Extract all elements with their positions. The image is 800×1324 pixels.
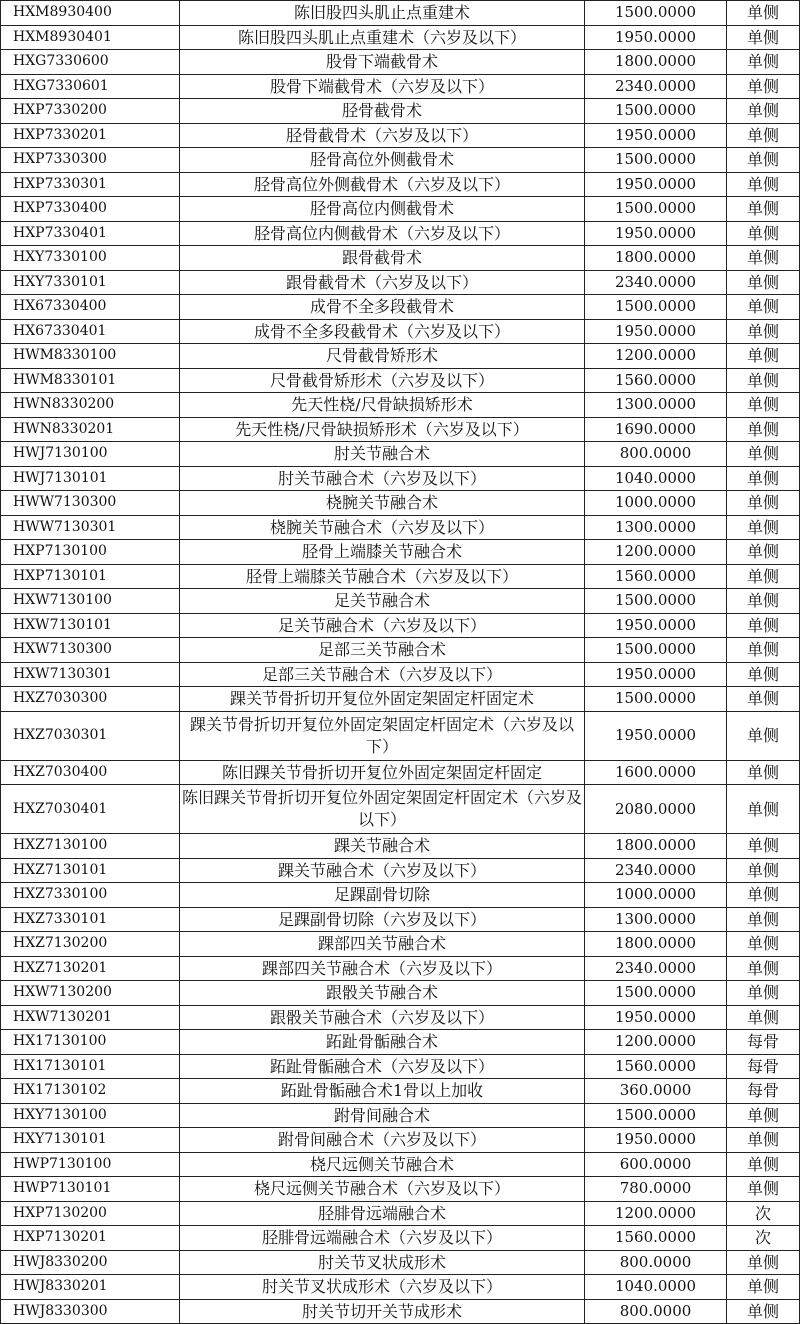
table-row	[1, 1250, 800, 1275]
item-name: 胫骨截骨术（六岁及以下）	[180, 123, 585, 148]
item-code: HXW7130301	[1, 662, 180, 687]
item-unit: 单侧	[727, 907, 800, 932]
item-unit: 单侧	[727, 197, 800, 222]
item-code: HXG7330601	[1, 74, 180, 99]
item-name: 桡尺远侧关节融合术（六岁及以下）	[180, 1177, 585, 1202]
item-price: 1500.0000	[585, 1103, 727, 1128]
item-name: 足部三关节融合术	[180, 638, 585, 663]
table-row	[1, 1177, 800, 1202]
item-unit: 单侧	[727, 1275, 800, 1300]
item-price: 600.0000	[585, 1152, 727, 1177]
item-price: 1200.0000	[585, 540, 727, 565]
item-unit: 单侧	[727, 270, 800, 295]
item-code: HX67330401	[1, 319, 180, 344]
table-row	[1, 197, 800, 222]
item-code: HXW7130300	[1, 638, 180, 663]
table-row	[1, 1226, 800, 1251]
item-name: 跖趾骨骺融合术1骨以上加收	[180, 1079, 585, 1104]
item-name: 胫骨上端膝关节融合术（六岁及以下）	[180, 564, 585, 589]
item-name: 胫骨高位内侧截骨术（六岁及以下）	[180, 221, 585, 246]
table-row	[1, 25, 800, 50]
table-row	[1, 344, 800, 369]
table-row	[1, 1152, 800, 1177]
item-unit: 每骨	[727, 1054, 800, 1079]
table-row	[1, 662, 800, 687]
item-price: 1300.0000	[585, 393, 727, 418]
table-row	[1, 907, 800, 932]
item-price: 1500.0000	[585, 589, 727, 614]
item-code: HX17130100	[1, 1030, 180, 1055]
item-code: HXP7130201	[1, 1226, 180, 1251]
item-name: 踝部四关节融合术（六岁及以下）	[180, 956, 585, 981]
item-code: HWJ8330200	[1, 1250, 180, 1275]
item-unit: 单侧	[727, 148, 800, 173]
item-price: 1200.0000	[585, 344, 727, 369]
item-unit: 单侧	[727, 74, 800, 99]
item-price: 1950.0000	[585, 123, 727, 148]
item-price: 2340.0000	[585, 74, 727, 99]
table-row	[1, 393, 800, 418]
table-row	[1, 1030, 800, 1055]
item-price: 1500.0000	[585, 197, 727, 222]
item-code: HXZ7330101	[1, 907, 180, 932]
table-row	[1, 1079, 800, 1104]
table-row	[1, 50, 800, 75]
item-price: 1950.0000	[585, 1128, 727, 1153]
item-unit: 单侧	[727, 1250, 800, 1275]
item-code: HXP7330401	[1, 221, 180, 246]
item-price: 1950.0000	[585, 319, 727, 344]
item-price: 1690.0000	[585, 417, 727, 442]
item-name: 成骨不全多段截骨术（六岁及以下）	[180, 319, 585, 344]
item-name: 足部三关节融合术（六岁及以下）	[180, 662, 585, 687]
item-code: HXY7130100	[1, 1103, 180, 1128]
table-row	[1, 491, 800, 516]
item-name: 桡尺远侧关节融合术	[180, 1152, 585, 1177]
item-unit: 单侧	[727, 319, 800, 344]
item-unit: 单侧	[727, 1152, 800, 1177]
item-code: HXM8930400	[1, 1, 180, 26]
item-unit: 单侧	[727, 613, 800, 638]
item-unit: 单侧	[727, 172, 800, 197]
item-price: 2340.0000	[585, 270, 727, 295]
item-price: 1560.0000	[585, 1226, 727, 1251]
item-price: 1800.0000	[585, 50, 727, 75]
item-code: HXZ7030301	[1, 711, 180, 760]
table-row	[1, 442, 800, 467]
item-name: 足关节融合术	[180, 589, 585, 614]
item-price: 1950.0000	[585, 172, 727, 197]
item-price: 1000.0000	[585, 491, 727, 516]
item-unit: 每骨	[727, 1030, 800, 1055]
item-code: HWJ8330201	[1, 1275, 180, 1300]
item-unit: 单侧	[727, 417, 800, 442]
item-code: HXZ7030300	[1, 687, 180, 712]
item-unit: 次	[727, 1201, 800, 1226]
item-name: 踝关节融合术（六岁及以下）	[180, 858, 585, 883]
item-unit: 单侧	[727, 589, 800, 614]
item-price: 360.0000	[585, 1079, 727, 1104]
item-name: 跗骨间融合术（六岁及以下）	[180, 1128, 585, 1153]
item-name: 尺骨截骨矫形术	[180, 344, 585, 369]
item-unit: 单侧	[727, 711, 800, 760]
table-row	[1, 1299, 800, 1324]
table-row	[1, 1103, 800, 1128]
item-unit: 单侧	[727, 466, 800, 491]
item-code: HXM8930401	[1, 25, 180, 50]
table-row	[1, 883, 800, 908]
item-name: 尺骨截骨矫形术（六岁及以下）	[180, 368, 585, 393]
table-row	[1, 319, 800, 344]
table-row	[1, 760, 800, 785]
item-unit: 单侧	[727, 932, 800, 957]
table-row	[1, 589, 800, 614]
item-code: HWJ7130100	[1, 442, 180, 467]
item-name: 股骨下端截骨术	[180, 50, 585, 75]
item-unit: 单侧	[727, 515, 800, 540]
item-price: 800.0000	[585, 442, 727, 467]
item-code: HXP7330200	[1, 99, 180, 124]
item-code: HXW7130101	[1, 613, 180, 638]
item-name: 跟骰关节融合术	[180, 981, 585, 1006]
item-unit: 单侧	[727, 638, 800, 663]
item-code: HXZ7130200	[1, 932, 180, 957]
table-row	[1, 295, 800, 320]
item-unit: 单侧	[727, 25, 800, 50]
item-code: HXZ7130100	[1, 834, 180, 859]
table-row	[1, 1128, 800, 1153]
item-unit: 单侧	[727, 540, 800, 565]
item-code: HX67330400	[1, 295, 180, 320]
item-price: 1600.0000	[585, 760, 727, 785]
item-code: HWN8330201	[1, 417, 180, 442]
item-name: 先天性桡/尺骨缺损矫形术	[180, 393, 585, 418]
item-unit: 单侧	[727, 858, 800, 883]
item-name: 跖趾骨骺融合术（六岁及以下）	[180, 1054, 585, 1079]
item-name: 胫骨高位内侧截骨术	[180, 197, 585, 222]
item-name: 成骨不全多段截骨术	[180, 295, 585, 320]
item-code: HWN8330200	[1, 393, 180, 418]
item-unit: 单侧	[727, 687, 800, 712]
table-row	[1, 123, 800, 148]
item-name: 跟骰关节融合术（六岁及以下）	[180, 1005, 585, 1030]
item-unit: 单侧	[727, 246, 800, 271]
item-code: HWM8330100	[1, 344, 180, 369]
item-name: 胫腓骨远端融合术（六岁及以下）	[180, 1226, 585, 1251]
item-name: 肘关节融合术（六岁及以下）	[180, 466, 585, 491]
item-unit: 单侧	[727, 956, 800, 981]
table-row	[1, 1201, 800, 1226]
item-unit: 单侧	[727, 662, 800, 687]
item-price: 1000.0000	[585, 883, 727, 908]
table-row	[1, 221, 800, 246]
item-price: 1200.0000	[585, 1030, 727, 1055]
item-price: 780.0000	[585, 1177, 727, 1202]
item-code: HWP7130100	[1, 1152, 180, 1177]
table-row	[1, 246, 800, 271]
item-price: 1500.0000	[585, 295, 727, 320]
item-unit: 次	[727, 1226, 800, 1251]
item-code: HXW7130200	[1, 981, 180, 1006]
item-price: 2340.0000	[585, 858, 727, 883]
table-row	[1, 785, 800, 834]
table-row	[1, 368, 800, 393]
table-row	[1, 515, 800, 540]
item-name: 先天性桡/尺骨缺损矫形术（六岁及以下）	[180, 417, 585, 442]
item-code: HXZ7130201	[1, 956, 180, 981]
item-unit: 单侧	[727, 1, 800, 26]
item-code: HWM8330101	[1, 368, 180, 393]
item-name: 足踝副骨切除（六岁及以下）	[180, 907, 585, 932]
item-unit: 单侧	[727, 1299, 800, 1324]
item-code: HXZ7030400	[1, 760, 180, 785]
item-price: 1800.0000	[585, 834, 727, 859]
item-code: HXZ7030401	[1, 785, 180, 834]
item-price: 1950.0000	[585, 711, 727, 760]
item-code: HXP7330300	[1, 148, 180, 173]
item-unit: 单侧	[727, 393, 800, 418]
table-row	[1, 1054, 800, 1079]
table-row	[1, 270, 800, 295]
item-name: 踝关节骨折切开复位外固定架固定杆固定术（六岁及以下）	[180, 711, 585, 760]
item-name: 肘关节叉状成形术	[180, 1250, 585, 1275]
item-code: HXW7130201	[1, 1005, 180, 1030]
item-name: 胫骨高位外侧截骨术	[180, 148, 585, 173]
item-name: 跗骨间融合术	[180, 1103, 585, 1128]
item-unit: 单侧	[727, 368, 800, 393]
item-price: 1500.0000	[585, 1, 727, 26]
item-code: HX17130102	[1, 1079, 180, 1104]
item-name: 胫骨截骨术	[180, 99, 585, 124]
item-price: 1500.0000	[585, 148, 727, 173]
table-row	[1, 638, 800, 663]
item-name: 踝关节骨折切开复位外固定架固定杆固定术	[180, 687, 585, 712]
item-code: HXZ7130101	[1, 858, 180, 883]
item-price: 1950.0000	[585, 25, 727, 50]
item-price: 1950.0000	[585, 613, 727, 638]
item-code: HXG7330600	[1, 50, 180, 75]
item-unit: 每骨	[727, 1079, 800, 1104]
table-row	[1, 687, 800, 712]
item-code: HWW7130301	[1, 515, 180, 540]
item-unit: 单侧	[727, 442, 800, 467]
table-row	[1, 858, 800, 883]
item-name: 跖趾骨骺融合术	[180, 1030, 585, 1055]
item-name: 桡腕关节融合术（六岁及以下）	[180, 515, 585, 540]
table-row	[1, 932, 800, 957]
item-name: 足踝副骨切除	[180, 883, 585, 908]
item-unit: 单侧	[727, 99, 800, 124]
table-row	[1, 1275, 800, 1300]
table-row	[1, 564, 800, 589]
table-row	[1, 172, 800, 197]
item-code: HXP7330400	[1, 197, 180, 222]
item-price: 1560.0000	[585, 564, 727, 589]
item-code: HXY7130101	[1, 1128, 180, 1153]
item-price: 1950.0000	[585, 1005, 727, 1030]
item-code: HXW7130100	[1, 589, 180, 614]
table-row	[1, 981, 800, 1006]
table-row	[1, 613, 800, 638]
table-row	[1, 74, 800, 99]
item-unit: 单侧	[727, 564, 800, 589]
item-unit: 单侧	[727, 221, 800, 246]
item-price: 1300.0000	[585, 515, 727, 540]
item-code: HXY7330101	[1, 270, 180, 295]
item-unit: 单侧	[727, 1103, 800, 1128]
item-code: HWP7130101	[1, 1177, 180, 1202]
item-name: 跟骨截骨术	[180, 246, 585, 271]
item-price: 1950.0000	[585, 662, 727, 687]
item-name: 陈旧股四头肌止点重建术	[180, 1, 585, 26]
item-name: 肘关节融合术	[180, 442, 585, 467]
fee-table-body	[1, 1, 800, 1324]
item-price: 1500.0000	[585, 687, 727, 712]
item-code: HXP7330301	[1, 172, 180, 197]
table-row	[1, 711, 800, 760]
item-name: 胫腓骨远端融合术	[180, 1201, 585, 1226]
item-price: 1800.0000	[585, 246, 727, 271]
item-unit: 单侧	[727, 1005, 800, 1030]
table-row	[1, 956, 800, 981]
table-row	[1, 1005, 800, 1030]
item-price: 1500.0000	[585, 981, 727, 1006]
item-price: 1560.0000	[585, 1054, 727, 1079]
item-unit: 单侧	[727, 785, 800, 834]
table-row	[1, 834, 800, 859]
item-name: 肘关节切开关节成形术	[180, 1299, 585, 1324]
item-price: 1500.0000	[585, 99, 727, 124]
item-price: 2080.0000	[585, 785, 727, 834]
item-unit: 单侧	[727, 1177, 800, 1202]
table-row	[1, 99, 800, 124]
item-name: 胫骨高位外侧截骨术（六岁及以下）	[180, 172, 585, 197]
item-price: 1040.0000	[585, 466, 727, 491]
table-row	[1, 466, 800, 491]
item-code: HWW7130300	[1, 491, 180, 516]
item-code: HWJ7130101	[1, 466, 180, 491]
item-unit: 单侧	[727, 50, 800, 75]
item-name: 陈旧踝关节骨折切开复位外固定架固定杆固定术（六岁及以下）	[180, 785, 585, 834]
item-price: 1560.0000	[585, 368, 727, 393]
item-code: HWJ8330300	[1, 1299, 180, 1324]
item-code: HX17130101	[1, 1054, 180, 1079]
item-unit: 单侧	[727, 295, 800, 320]
item-unit: 单侧	[727, 491, 800, 516]
item-name: 陈旧股四头肌止点重建术（六岁及以下）	[180, 25, 585, 50]
item-price: 800.0000	[585, 1250, 727, 1275]
item-name: 陈旧踝关节骨折切开复位外固定架固定杆固定	[180, 760, 585, 785]
item-name: 踝关节融合术	[180, 834, 585, 859]
table-row	[1, 1, 800, 26]
item-price: 1950.0000	[585, 221, 727, 246]
item-price: 1800.0000	[585, 932, 727, 957]
table-row	[1, 148, 800, 173]
item-unit: 单侧	[727, 344, 800, 369]
item-name: 足关节融合术（六岁及以下）	[180, 613, 585, 638]
item-price: 1040.0000	[585, 1275, 727, 1300]
item-name: 肘关节叉状成形术（六岁及以下）	[180, 1275, 585, 1300]
item-unit: 单侧	[727, 981, 800, 1006]
item-code: HXP7330201	[1, 123, 180, 148]
item-price: 1300.0000	[585, 907, 727, 932]
table-row	[1, 540, 800, 565]
item-code: HXP7130200	[1, 1201, 180, 1226]
item-name: 股骨下端截骨术（六岁及以下）	[180, 74, 585, 99]
item-code: HXZ7330100	[1, 883, 180, 908]
table-row	[1, 417, 800, 442]
item-code: HXP7130101	[1, 564, 180, 589]
item-unit: 单侧	[727, 123, 800, 148]
item-name: 踝部四关节融合术	[180, 932, 585, 957]
item-code: HXY7330100	[1, 246, 180, 271]
item-code: HXP7130100	[1, 540, 180, 565]
item-name: 胫骨上端膝关节融合术	[180, 540, 585, 565]
item-unit: 单侧	[727, 883, 800, 908]
item-unit: 单侧	[727, 760, 800, 785]
item-price: 800.0000	[585, 1299, 727, 1324]
item-unit: 单侧	[727, 1128, 800, 1153]
item-unit: 单侧	[727, 834, 800, 859]
item-price: 1500.0000	[585, 638, 727, 663]
item-name: 跟骨截骨术（六岁及以下）	[180, 270, 585, 295]
item-price: 2340.0000	[585, 956, 727, 981]
item-name: 桡腕关节融合术	[180, 491, 585, 516]
item-price: 1200.0000	[585, 1201, 727, 1226]
